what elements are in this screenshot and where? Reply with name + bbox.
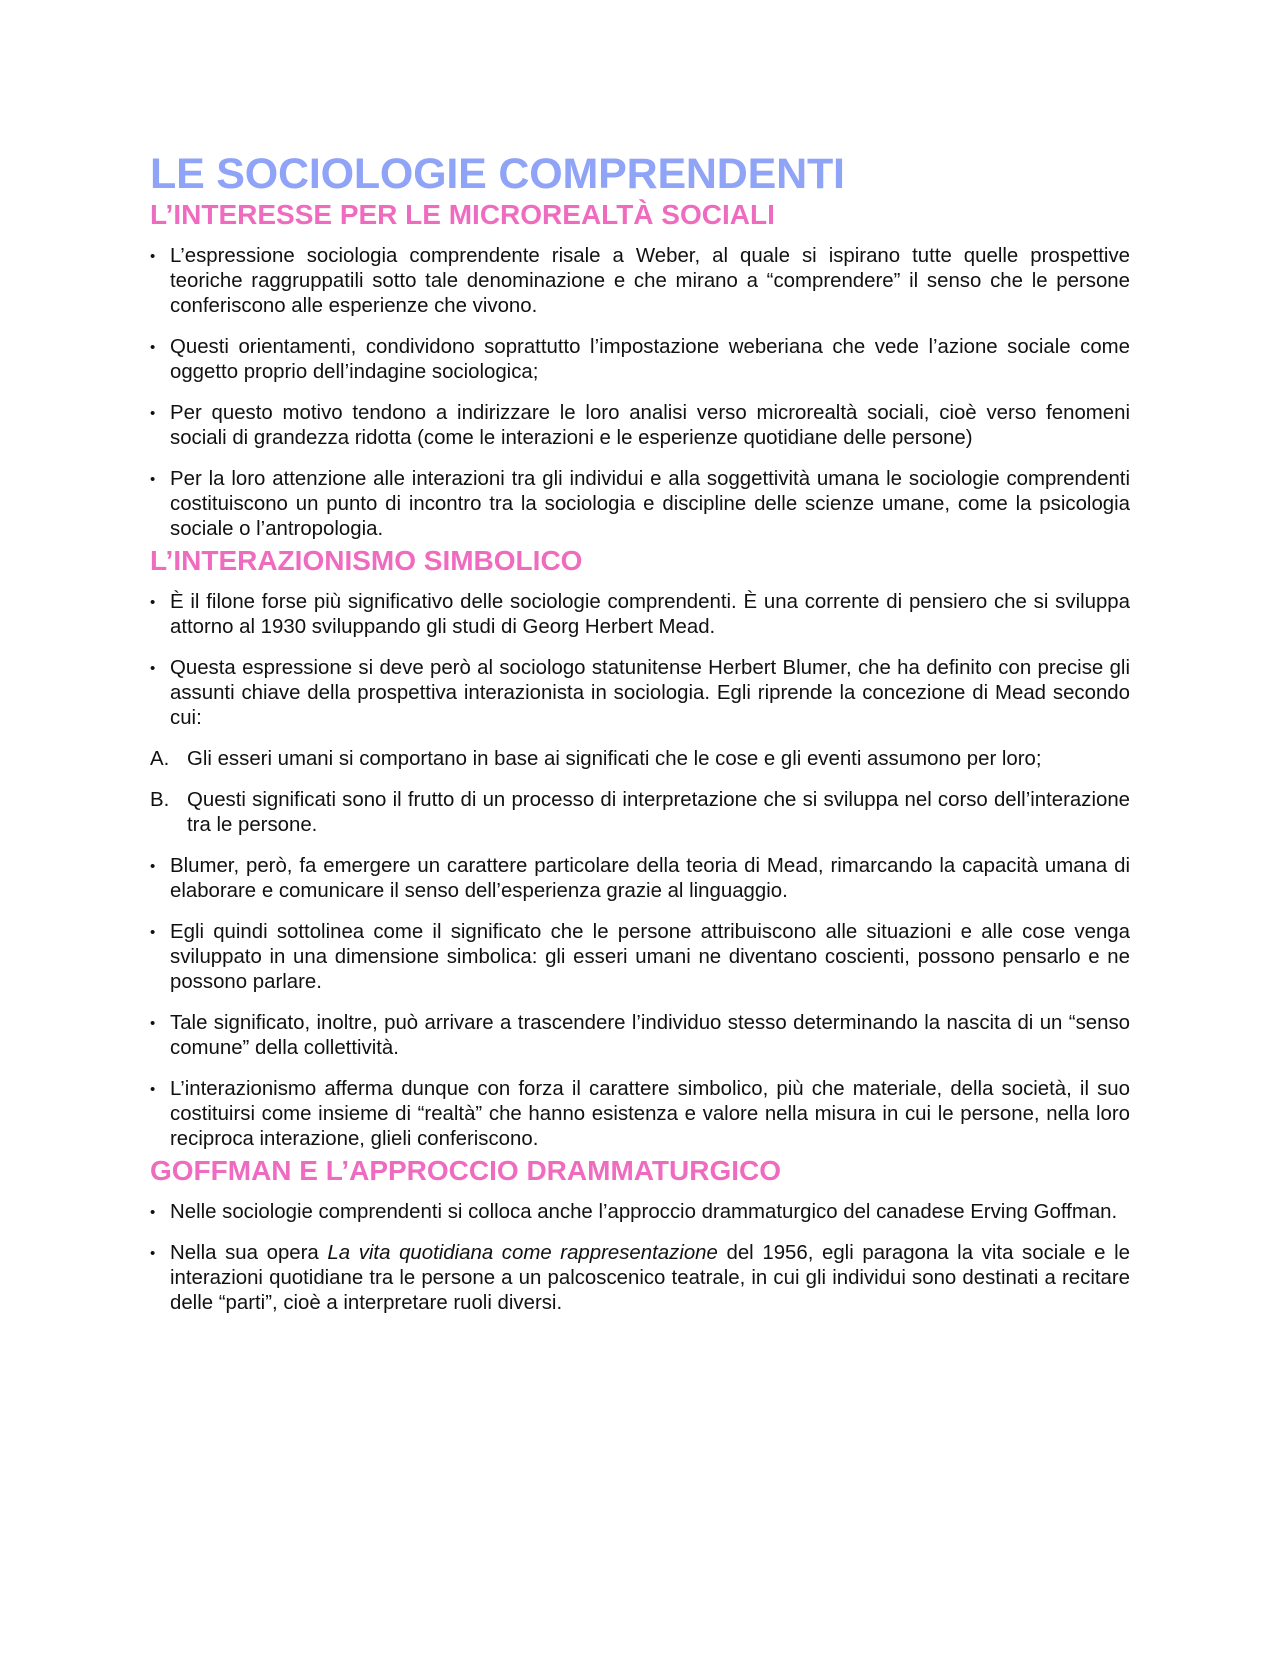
bullet-marker: • [150, 248, 156, 265]
bullet-marker: • [150, 924, 156, 941]
bullet-marker: • [150, 858, 156, 875]
list-item-text: Nelle sociologie comprendenti si colloca anche l’approccio drammaturgico del canadese Erving Goffman. [170, 1201, 1118, 1223]
letter-marker-a: A. [150, 748, 170, 770]
book-title: La vita quotidiana come rappresentazione [327, 1242, 718, 1264]
bullet-marker: • [150, 594, 156, 611]
list-item-text: Questi orientamenti, condividono soprattutto l’impostazione weberiana che vede l’azione sociale come oggetto proprio dell’indagine sociologica; [170, 336, 1130, 383]
list-item [150, 920, 1130, 995]
list-item [150, 590, 1130, 640]
list-item-text: Tale significato, inoltre, può arrivare a trascendere l’individuo stesso determinando la nascita di un “senso comune” della collettività. [170, 1012, 1130, 1059]
list-item [150, 1200, 1130, 1225]
bullet-marker: • [150, 471, 156, 488]
list-item [150, 854, 1130, 904]
bullet-marker: • [150, 1015, 156, 1032]
document-title: LE SOCIOLOGIE COMPRENDENTI [150, 150, 845, 198]
list-item-text: Per questo motivo tendono a indirizzare le loro analisi verso microrealtà sociali, cioè verso fenomeni sociali di grandezza ridotta (come le interazioni e le esperienze quotidiane delle persone) [170, 402, 1130, 449]
list-item [150, 335, 1130, 385]
list-item-text: Blumer, però, fa emergere un carattere particolare della teoria di Mead, rimarcando la capacità umana di elaborare e comunicare il senso dell’esperienza grazie al linguaggio. [170, 855, 1130, 902]
list-item-text: È il filone forse più significativo delle sociologie comprendenti. È una corrente di pensiero che si sviluppa attorno al 1930 sviluppando gli studi di Georg Herbert Mead. [170, 591, 1130, 638]
list-item-text: Questa espressione si deve però al sociologo statunitense Herbert Blumer, che ha definito con precise gli assunti chiave della prospettiva interazionista in sociologia. Egli riprende la concezione di Mead secondo cui: [170, 657, 1130, 729]
bullet-marker: • [150, 660, 156, 677]
list-item-text: Per la loro attenzione alle interazioni tra gli individui e alla soggettività umana le sociologie comprendenti costituiscono un punto di incontro tra la sociologia e discipline delle scienze umane, come la psicologia sociale o l’antropologia. [170, 468, 1130, 540]
list-item [150, 244, 1130, 319]
bullet-marker: • [150, 1081, 156, 1098]
list-item-text: L’interazionismo afferma dunque con forza il carattere simbolico, più che materiale, della società, il suo costituirsi come insieme di “realtà” che hanno esistenza e valore nella misura in cui le persone, nella loro reciproca interazione, glieli conferiscono. [170, 1078, 1130, 1150]
list-item [150, 1241, 1130, 1316]
list-item [150, 1077, 1130, 1152]
list-item-text: L’espressione sociologia comprendente risale a Weber, al quale si ispirano tutte quelle prospettive teoriche raggruppatili sotto tale denominazione e che mirano a “comprendere” il senso che le persone conferiscono alle esperienze che vivono. [170, 245, 1130, 317]
section-heading-goffman: GOFFMAN E L’APPROCCIO DRAMMATURGICO [150, 1155, 782, 1186]
list-item-text: Gli esseri umani si comportano in base ai significati che le cose e gli eventi assumono per loro; [187, 748, 1042, 770]
list-item-text: Egli quindi sottolinea come il significato che le persone attribuiscono alle situazioni e alle cose venga sviluppato in una dimensione simbolica: gli esseri umani ne diventano coscienti, possono pensarlo e ne possono parlare. [170, 921, 1130, 993]
lettered-item-b [150, 788, 1130, 838]
list-item-text-after: del 1956, egli paragona la vita sociale e le interazioni quotidiane tra le persone a un palcoscenico teatrale, in cui gli individui sono destinati a recitare delle “parti”, cioè a interpretare ruoli diversi. [170, 1242, 1130, 1314]
bullet-marker: • [150, 1245, 156, 1262]
list-item-text: Questi significati sono il frutto di un processo di interpretazione che si sviluppa nel corso dell’interazione tra le persone. [187, 789, 1130, 836]
list-item-text [170, 1242, 1130, 1314]
bullet-marker: • [150, 339, 156, 356]
list-item [150, 1011, 1130, 1061]
letter-marker-b: B. [150, 789, 170, 811]
bullet-marker: • [150, 405, 156, 422]
section-heading-microrealta: L’INTERESSE PER LE MICROREALTÀ SOCIALI [150, 199, 775, 230]
list-item [150, 401, 1130, 451]
section-heading-interazionismo: L’INTERAZIONISMO SIMBOLICO [150, 545, 583, 576]
list-item-text-before: Nella sua opera [170, 1242, 328, 1264]
section-list-goffman [150, 1200, 1130, 1316]
bullet-marker: • [150, 1204, 156, 1221]
section-list-interazionismo [150, 590, 1130, 1152]
list-item [150, 656, 1130, 731]
section-list-microrealta [150, 244, 1130, 542]
list-item [150, 467, 1130, 542]
lettered-item-a [150, 747, 1130, 772]
